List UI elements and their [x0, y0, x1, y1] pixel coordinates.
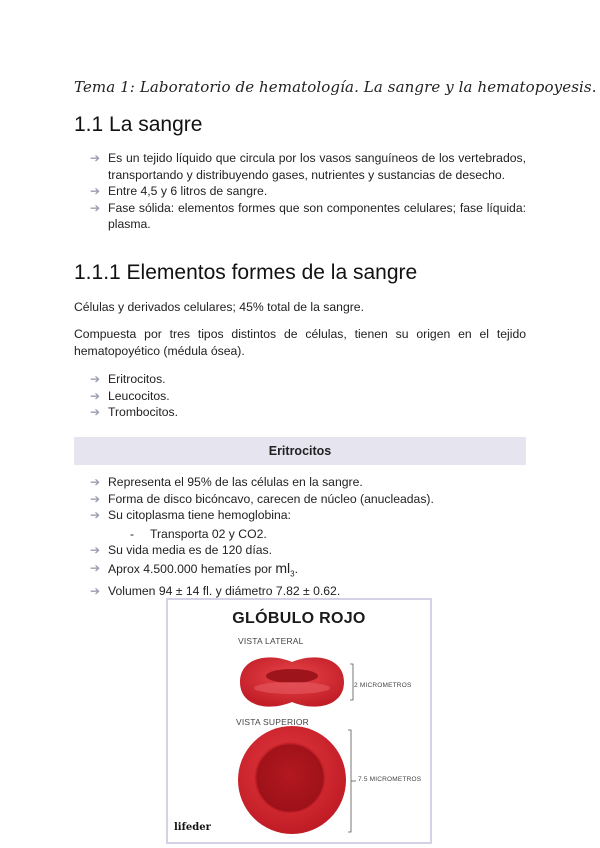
sub-item-transporta: - Transporta 02 y CO2.: [130, 527, 267, 541]
arrow-right-icon: ➔: [90, 372, 101, 386]
list-item: ➔ Volumen 94 ± 14 fl. y diámetro 7.82 ± 0.62.: [90, 583, 341, 598]
arrow-right-icon: ➔: [90, 475, 101, 489]
diameter-bracket: [348, 730, 351, 832]
list-item: ➔ Entre 4,5 y 6 litros de sangre.: [90, 184, 268, 198]
eritrocitos-bullet-list: [74, 474, 526, 524]
page-title: Tema 1: Laboratorio de hematología. La sangre y la hematopoyesis.: [74, 78, 597, 96]
list-item: ➔ Aprox 4.500.000 hematíes por $ml_3$.: [90, 559, 298, 578]
list-item: ➔ Representa el 95% de las células en la sangre.: [90, 475, 363, 489]
arrow-right-icon: ➔: [90, 405, 101, 419]
list-item: ➔ Es un tejido líquido que circula por los vasos sanguíneos de los vertebrados, transportando y distribuyendo gases, nutrientes y sustancias de desecho.: [90, 151, 526, 182]
list-item: ➔ Trombocitos.: [90, 405, 178, 419]
section-heading-la-sangre: 1.1 La sangre: [74, 113, 203, 136]
thickness-label: 2 MICROMETROS: [354, 682, 412, 689]
list-item: ➔ Fase sólida: elementos formes que son componentes celulares; fase líquida: plasma.: [90, 200, 526, 231]
arrow-right-icon: ➔: [90, 200, 101, 215]
paragraph-celulas: Células y derivados celulares; 45% total de la sangre.: [74, 300, 364, 314]
globulo-rojo-figure: [166, 598, 432, 844]
list-item: ➔ Su citoplasma tiene hemoglobina:: [90, 508, 291, 522]
lateral-view-label: VISTA LATERAL: [238, 636, 304, 646]
arrow-right-icon: ➔: [90, 583, 101, 598]
list-item: ➔ Leucocitos.: [90, 388, 170, 403]
arrow-right-icon: ➔: [90, 560, 101, 575]
arrow-right-icon: ➔: [90, 184, 101, 198]
arrow-right-icon: ➔: [90, 508, 101, 522]
diameter-label: 7.5 MICROMETROS: [358, 776, 422, 783]
figure-title: GLÓBULO ROJO: [232, 610, 366, 627]
arrow-right-icon: ➔: [90, 151, 101, 165]
eritrocitos-bullet-list-2: [74, 542, 526, 599]
sangre-bullet-list: [74, 150, 526, 233]
red-cell-illustration: [168, 600, 430, 842]
thickness-bracket: [350, 664, 353, 700]
list-item: ➔ Eritrocitos.: [90, 372, 166, 386]
lateral-cell-shape: [240, 657, 344, 706]
superior-cell-shape: [238, 726, 346, 834]
list-item: ➔ Su vida media es de 120 días.: [90, 543, 272, 557]
cell-types-list: [74, 371, 526, 421]
list-item: ➔ Forma de disco bicóncavo, carecen de núcleo (anucleadas).: [90, 491, 434, 506]
superior-view-label: VISTA SUPERIOR: [236, 717, 310, 727]
lifeder-logo: lifeder: [174, 822, 211, 833]
paragraph-compuesta: Compuesta por tres tipos distintos de células, tienen su origen en el tejido hematopoyético (médula ósea).: [74, 327, 526, 358]
eritrocitos-banner: Eritrocitos: [74, 437, 526, 465]
arrow-right-icon: ➔: [90, 491, 101, 506]
section-heading-elementos-formes: 1.1.1 Elementos formes de la sangre: [74, 261, 418, 284]
arrow-right-icon: ➔: [90, 388, 101, 403]
arrow-right-icon: ➔: [90, 543, 101, 557]
